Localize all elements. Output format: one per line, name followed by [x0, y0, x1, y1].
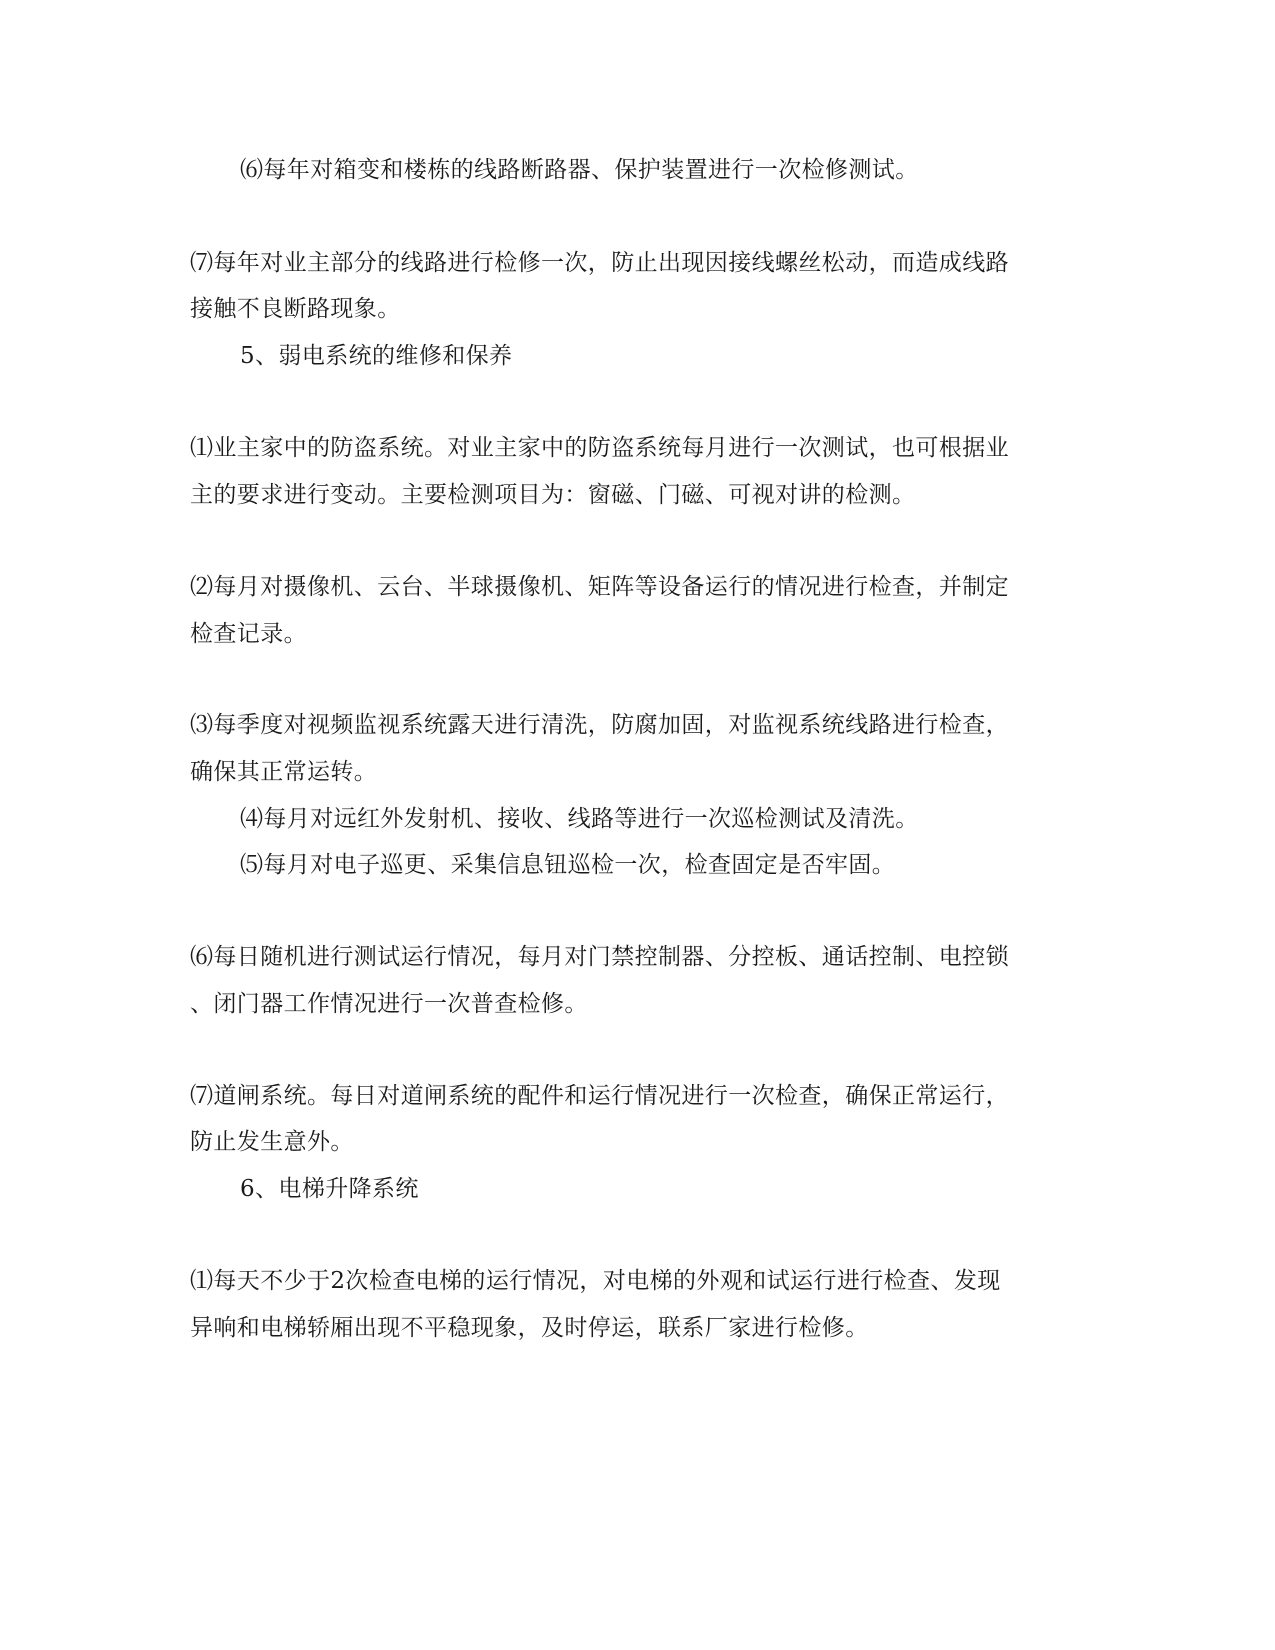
text-line: ⑸每月对电子巡更、采集信息钮巡检一次，检查固定是否牢固。 [240, 852, 896, 878]
text-line: 防止发生意外。 [190, 1129, 354, 1155]
text-line: ⑹每年对箱变和楼栋的线路断路器、保护装置进行一次检修测试。 [240, 157, 919, 183]
text-line: 接触不良断路现象。 [190, 296, 401, 322]
text-line: ⑷每月对远红外发射机、接收、线路等进行一次巡检测试及清洗。 [240, 806, 919, 832]
text-line: ⑺每年对业主部分的线路进行检修一次，防止出现因接线螺丝松动，而造成线路 [190, 250, 1009, 276]
text-line: ⑵每月对摄像机、云台、半球摄像机、矩阵等设备运行的情况进行检查，并制定 [190, 574, 1009, 600]
text-line: 检查记录。 [190, 621, 307, 647]
text-line: ⑺道闸系统。每日对道闸系统的配件和运行情况进行一次检查，确保正常运行， [190, 1083, 1009, 1109]
text-line: 异响和电梯轿厢出现不平稳现象，及时停运，联系厂家进行检修。 [190, 1315, 869, 1341]
text-line: 确保其正常运转。 [190, 759, 378, 785]
section-heading: 5、弱电系统的维修和保养 [240, 343, 513, 369]
text-line: ⑶每季度对视频监视系统露天进行清洗，防腐加固，对监视系统线路进行检查， [190, 712, 1009, 738]
text-line: ⑴业主家中的防盗系统。对业主家中的防盗系统每月进行一次测试，也可根据业 [190, 435, 1009, 461]
text-line: 、闭门器工作情况进行一次普查检修。 [190, 991, 588, 1017]
text-line: ⑴每天不少于2次检查电梯的运行情况，对电梯的外观和试运行进行检查、发现 [190, 1268, 1001, 1294]
text-line: 主的要求进行变动。主要检测项目为：窗磁、门磁、可视对讲的检测。 [190, 482, 916, 508]
section-heading: 6、电梯升降系统 [240, 1176, 419, 1202]
text-line: ⑹每日随机进行测试运行情况，每月对门禁控制器、分控板、通话控制、电控锁 [190, 944, 1009, 970]
